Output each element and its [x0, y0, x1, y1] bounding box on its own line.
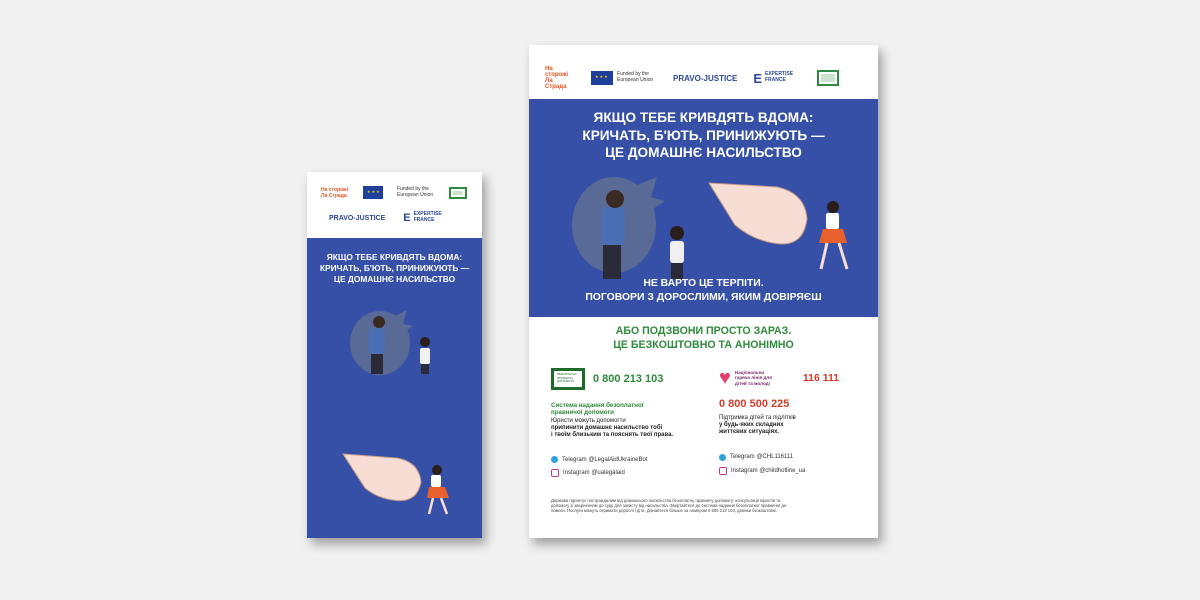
legal-aid-desc: [551, 418, 711, 440]
child-hotline-desc-line-1: Підтримка дітей та підлітків: [719, 415, 796, 421]
poster-headline: [529, 109, 878, 162]
eu-flag-icon: [363, 186, 383, 199]
flyer-illustration-wolf: [335, 308, 455, 378]
poster-call-text: [529, 324, 878, 353]
poster-illustration-wolf: [559, 175, 709, 285]
legal-aid-logo-icon: [817, 70, 839, 86]
legal-aid-instagram[interactable]: [551, 469, 711, 477]
legal-aid-desc-line-1: Юристи можуть допомогти: [551, 417, 626, 424]
eu-funded-text: Funded by the European Union: [397, 185, 434, 198]
eu-flag-icon: [591, 71, 613, 85]
instagram-icon: [719, 467, 727, 475]
flyer-headline: [307, 252, 482, 285]
poster-footer-line-3: помоги. Послуги можуть отримати дорослі і діти. Дізнайтеся більше за номером 0 800 213 103, дзвінки безкоштовні.: [551, 508, 778, 514]
child-hotline-logo-line-2: гаряча лінія для: [734, 375, 772, 381]
expertise-text: EXPERTISE FRANCE: [764, 71, 794, 83]
poster-blue-panel: [529, 99, 878, 317]
poster-call-line-2: ЦЕ БЕЗКОШТОВНО ТА АНОНІМНО: [613, 339, 794, 352]
child-hotline-logo-line-1: Національна: [734, 370, 765, 376]
child-hotline-desc-line-3: життєвих ситуаціях.: [719, 429, 780, 436]
heart-icon: ♥: [719, 367, 731, 389]
pravo-justice-logo: PRAVO-JUSTICE: [673, 73, 738, 83]
poster-subhead: [529, 277, 878, 304]
legal-aid-instagram-handle: Instagram @ualegalaid: [563, 470, 625, 477]
legal-aid-logo-icon: [449, 187, 467, 199]
poster-headline-line-3: ЦЕ ДОМАШНЄ НАСИЛЬСТВО: [605, 145, 802, 161]
poster-logos-row: [545, 66, 839, 90]
telegram-icon: [551, 456, 558, 463]
flyer-card: [307, 172, 482, 538]
flyer-illustration-fist: [337, 448, 457, 520]
child-hotline-telegram[interactable]: [719, 454, 869, 461]
flyer-blue-panel: [307, 238, 482, 538]
flyer-logos-row-1: [321, 186, 467, 199]
flyer-headline-line-2: КРИЧАТЬ, Б'ЮТЬ, ПРИНИЖУЮТЬ —: [319, 262, 470, 273]
flyer-logos-row-2: [329, 212, 448, 224]
poster-headline-line-2: КРИЧАТЬ, Б'ЮТЬ, ПРИНИЖУЮТЬ —: [582, 127, 825, 143]
poster-footer-line-2: допомогу зі зверненням до суду для захисту від насильства. Звертайтеся до системи надання безоплатної правничої до-: [551, 503, 788, 509]
child-hotline-column: [719, 368, 869, 475]
child-hotline-desc-line-2: у будь-яких складних: [719, 422, 784, 429]
poster-call-line-1: АБО ПОДЗВОНИ ПРОСТО ЗАРАЗ.: [615, 325, 792, 337]
legal-aid-telegram[interactable]: [551, 456, 711, 463]
child-hotline-logo-text: [735, 370, 781, 386]
flyer-headline-line-1: ЯКЩО ТЕБЕ КРИВДЯТЬ ВДОМА:: [326, 252, 463, 262]
poster-card: [529, 45, 878, 538]
legal-aid-phone[interactable]: 0 800 213 103: [593, 373, 664, 385]
child-hotline-header: [719, 368, 869, 388]
legal-aid-title-line-1: Система надання безоплатної: [551, 402, 644, 409]
child-hotline-instagram-handle: Instagram @childhotline_ua: [731, 467, 806, 474]
legal-aid-desc-line-3: і твоїм близьким та пояснять твої права.: [551, 432, 674, 439]
poster-footer: [551, 498, 862, 513]
instagram-icon: [551, 469, 559, 477]
na-storozhi-logo: На сторожі Ла Страда: [321, 186, 348, 199]
na-storozhi-logo: На сторожі Ла Страда: [545, 66, 569, 90]
legal-aid-telegram-handle: Telegram @LegalAidUkraineBot: [562, 456, 648, 463]
child-hotline-telegram-handle: Telegram @CHL116111: [730, 454, 794, 461]
child-hotline-instagram[interactable]: [719, 467, 869, 475]
legal-aid-column: [551, 368, 711, 477]
flyer-headline-line-3: ЦЕ ДОМАШНЄ НАСИЛЬСТВО: [333, 273, 456, 284]
child-hotline-phone[interactable]: 0 800 500 225: [719, 398, 790, 410]
poster-footer-line-1: Держава гарантує постраждалим від домашнього насильства безоплатну правничу допомогу: консультації юристів та: [551, 498, 781, 503]
legal-aid-title-line-2: правничої допомоги: [551, 409, 614, 417]
child-hotline-short-phone[interactable]: 116 111: [802, 372, 840, 384]
poster-subhead-line-2: ПОГОВОРИ З ДОРОСЛИМИ, ЯКИМ ДОВІРЯЄШ: [585, 291, 822, 303]
poster-subhead-line-1: НЕ ВАРТО ЦЕ ТЕРПІТИ.: [643, 278, 764, 289]
legal-aid-title: [551, 402, 711, 417]
legal-aid-header: [551, 368, 711, 390]
expertise-france-logo: [403, 212, 447, 224]
legal-aid-bracket-icon: [551, 368, 585, 390]
poster-illustration-fist: [705, 177, 855, 277]
legal-aid-logo-text: БЕЗОПЛАТНА ПРАВНИЧА ДОПОМОГА: [557, 372, 577, 384]
expertise-e-icon: E: [753, 70, 762, 86]
eu-funded-text: Funded by the European Union: [617, 71, 654, 83]
poster-headline-line-1: ЯКЩО ТЕБЕ КРИВДЯТЬ ВДОМА:: [593, 110, 814, 125]
expertise-e-icon: E: [403, 212, 411, 224]
child-hotline-logo-line-3: дітей та молоді: [734, 380, 770, 386]
telegram-icon: [719, 454, 726, 461]
child-hotline-desc: [719, 415, 869, 437]
pravo-justice-logo: PRAVO-JUSTICE: [329, 214, 386, 222]
expertise-france-logo: [753, 71, 801, 86]
eu-logo: [591, 71, 657, 85]
legal-aid-desc-line-2: припинити домашнє насильство тобі: [551, 425, 663, 432]
expertise-text: EXPERTISE FRANCE: [413, 211, 442, 223]
